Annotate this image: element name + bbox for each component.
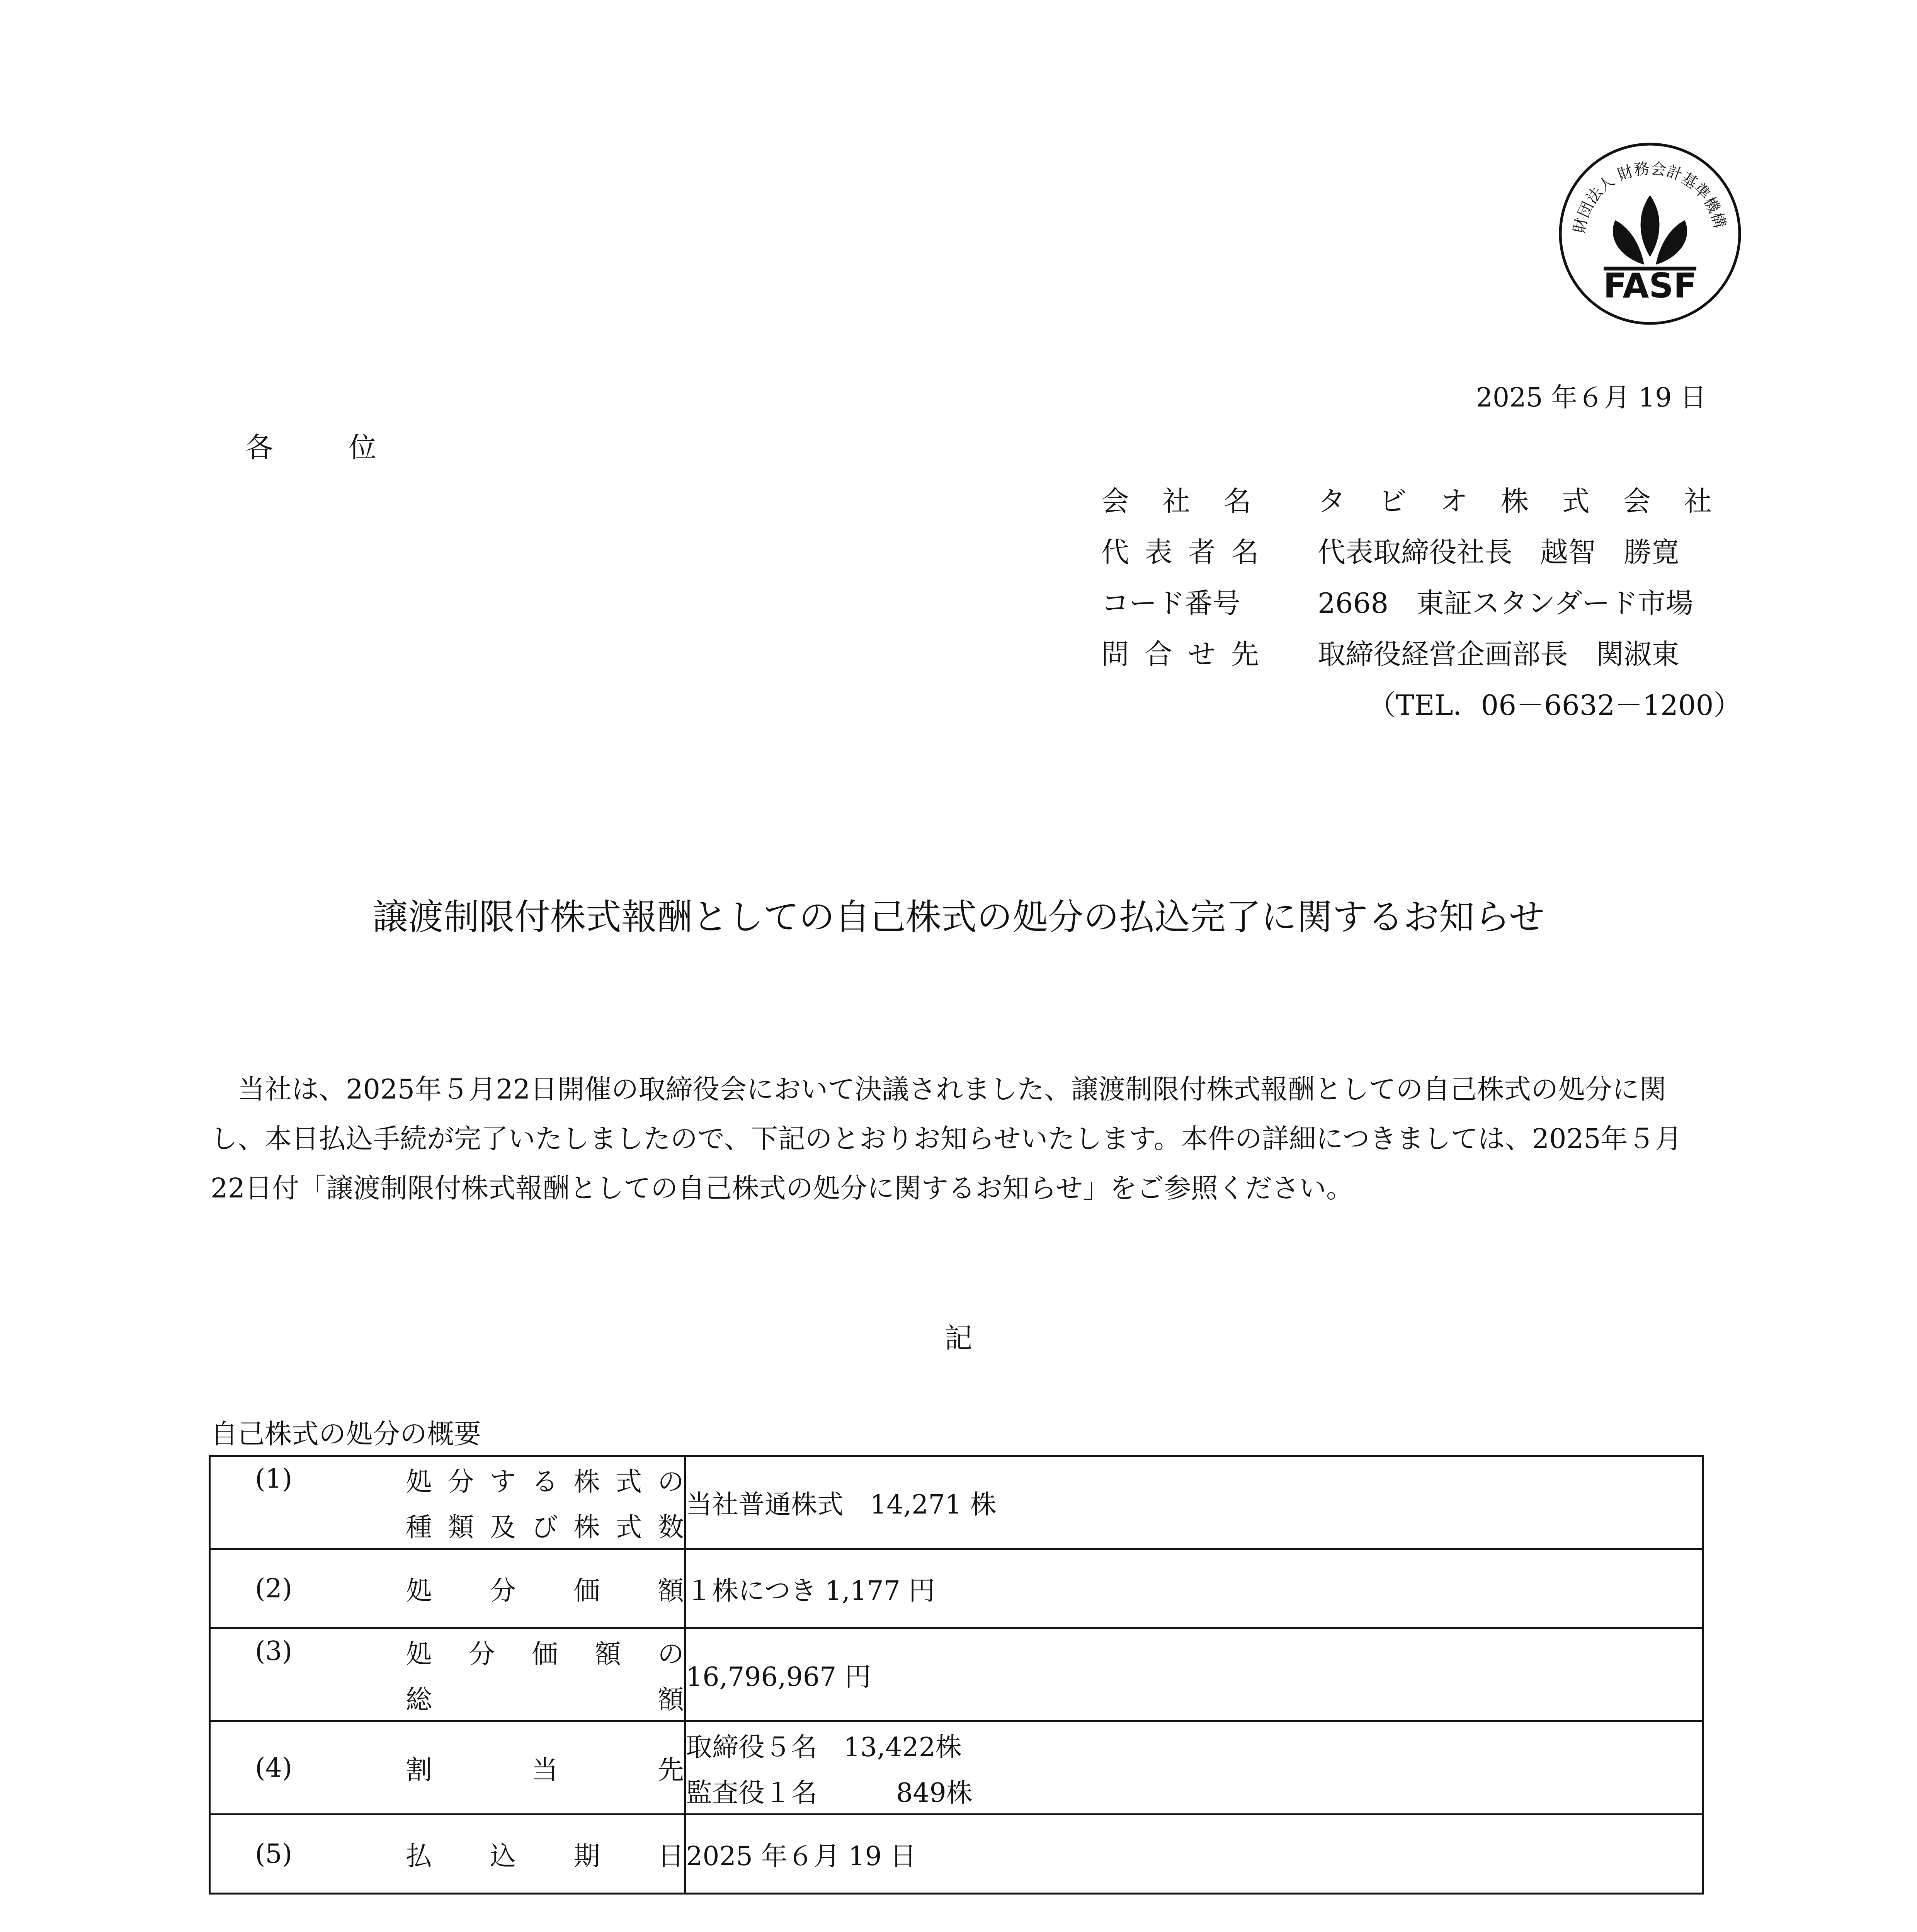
- representative-name: 代表取締役社長 越智 勝寛: [1318, 536, 1680, 568]
- logo-ring-text: 財団法人 財務会計基準機構: [1570, 160, 1729, 235]
- document-date: 2025 年６月 19 日: [1476, 383, 1706, 413]
- document-title: 譲渡制限付株式報酬としての自己株式の処分の払込完了に関するお知らせ: [372, 896, 1545, 938]
- label-char: 及: [490, 1512, 516, 1543]
- sender-block: [1101, 473, 1745, 728]
- label-char: 株: [573, 1512, 600, 1543]
- label-char: 価: [573, 1575, 600, 1606]
- label-char: す: [490, 1466, 516, 1497]
- label-char: 分: [490, 1575, 516, 1606]
- sender-contact-row: [1101, 626, 1745, 677]
- row-value: 当社普通株式 14,271 株: [686, 1489, 997, 1520]
- table-row: [210, 1549, 1703, 1628]
- label-char: 額: [657, 1684, 684, 1715]
- table-row: [210, 1628, 1703, 1721]
- label-char: 式: [616, 1512, 642, 1543]
- code-label: コード番号: [1101, 587, 1241, 619]
- row-value: 取締役５名 13,422株: [686, 1732, 962, 1763]
- body-paragraph: [211, 1065, 1710, 1213]
- label-char: 種: [406, 1512, 432, 1543]
- label-char: 処: [406, 1466, 432, 1497]
- label-char: 額: [657, 1575, 684, 1606]
- label-char: の: [657, 1466, 684, 1497]
- label-char: 当: [531, 1755, 558, 1786]
- fasf-leaf-logo-icon: [1557, 141, 1743, 327]
- label-char: 株: [573, 1466, 600, 1497]
- row-value: 2025 年６月 19 日: [686, 1841, 917, 1872]
- logo-text: FASF: [1603, 266, 1697, 306]
- label-char: び: [531, 1512, 558, 1543]
- company-name: タビオ株式会社: [1318, 485, 1745, 517]
- table-caption: 自己株式の処分の概要: [211, 1418, 481, 1450]
- row-label-line: [406, 1815, 684, 1893]
- row-number: (2): [255, 1573, 293, 1604]
- label-char: 分: [468, 1639, 495, 1670]
- disposal-summary-table: [209, 1455, 1704, 1895]
- table-row: [210, 1721, 1703, 1815]
- table-row: [210, 1815, 1703, 1894]
- row-label-line: [406, 1550, 684, 1627]
- sender-rep-row: [1101, 524, 1745, 575]
- table-row: [210, 1456, 1703, 1549]
- ki-heading: 記: [944, 1322, 973, 1354]
- label-char: る: [531, 1466, 558, 1497]
- row-value: １株につき 1,177 円: [686, 1575, 935, 1606]
- representative-label: 代表者名: [1101, 536, 1275, 568]
- sender-company-row: [1101, 473, 1745, 524]
- label-char: 日: [657, 1841, 684, 1872]
- row-value: 監査役１名 849株: [686, 1777, 973, 1808]
- row-number: (1): [255, 1464, 293, 1494]
- label-char: 額: [594, 1639, 621, 1670]
- fasf-logo: [1557, 141, 1743, 327]
- company-label: 会社名: [1101, 485, 1285, 517]
- row-label-line: [406, 1629, 684, 1675]
- body-text: 当社は、2025年５月22日開催の取締役会において決議されました、譲渡制限付株式報酬としての自己株式の処分に関し、本日払込手続が完了いたしましたので、下記のとおりお知らせいたします。本件の詳細につきましては、2025年５月22日付「譲渡制限付株式報酬としての自己株式の処分に関するお知らせ」をご参照ください。: [211, 1073, 1682, 1204]
- row-label-line: [406, 1502, 684, 1548]
- sender-code-row: [1101, 575, 1745, 626]
- contact-tel: （TEL．06－6632－1200）: [1368, 689, 1742, 721]
- label-char: 払: [406, 1841, 432, 1872]
- label-char: 込: [490, 1841, 516, 1872]
- contact-label: 問合せ先: [1101, 638, 1275, 670]
- addressee: 各位: [245, 431, 452, 464]
- row-value: 16,796,967 円: [686, 1662, 871, 1692]
- label-char: 式: [616, 1466, 642, 1497]
- row-label-line: [406, 1675, 684, 1720]
- row-label-line: [406, 1457, 684, 1502]
- label-char: 割: [406, 1755, 432, 1786]
- label-char: 処: [406, 1575, 432, 1606]
- label-char: 数: [657, 1512, 684, 1543]
- row-number: (3): [255, 1636, 293, 1667]
- label-char: 総: [406, 1684, 432, 1715]
- label-char: 分: [447, 1466, 474, 1497]
- label-char: の: [657, 1639, 684, 1670]
- row-number: (5): [255, 1838, 293, 1869]
- code-value: 2668 東証スタンダード市場: [1318, 587, 1694, 619]
- label-char: 期: [573, 1841, 600, 1872]
- label-char: 先: [657, 1755, 684, 1786]
- row-number: (4): [255, 1752, 293, 1783]
- contact-value: 取締役経営企画部長 関淑東: [1318, 638, 1680, 670]
- label-char: 処: [406, 1639, 432, 1670]
- label-char: 価: [531, 1639, 558, 1670]
- row-label-line: [406, 1722, 684, 1813]
- label-char: 類: [447, 1512, 474, 1543]
